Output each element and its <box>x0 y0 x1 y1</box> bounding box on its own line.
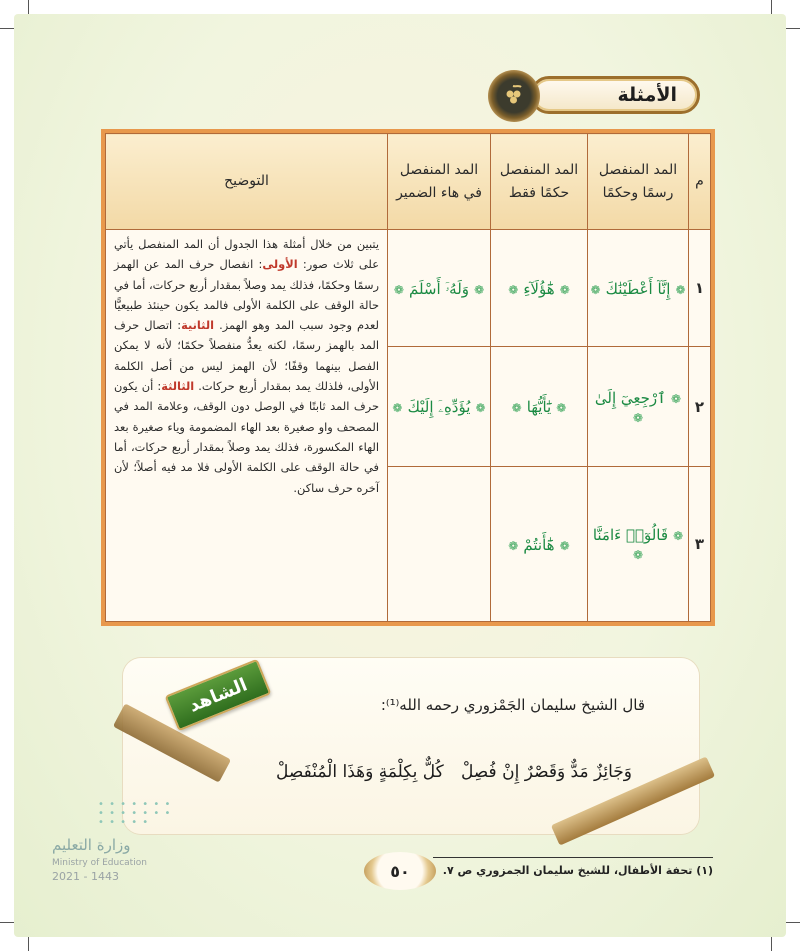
poem-first-hemistich: وَجَائِزٌ مَدٌّ وَقَصْرٌ إِنْ فُصِلْ <box>460 762 632 782</box>
header-col1: المد المنفصل رسمًا وحكمًا <box>588 134 689 230</box>
third-text: : أن يكون حرف المد ثابتًا في الوصل دون الوقف، وعلامة المد في المصحف واو صغيرة بعد الهاء المضمومة وياء صغيرة بعد الهاء المكسورة، فذلك يمد وصلاً بمقدار أربع حركات، أما في حالة الوقف على الكلمة الأولى فلا مد فيه أصلاً؛ لأن آخره حرف ساكن. <box>114 379 379 495</box>
example-cell <box>491 467 588 622</box>
first-text: : انفصال حرف المد عن الهمز رسمًا وحكمًا، فذلك يمد وصلاً بمقدار أربع حركات، أما في حالة الوقف على الكلمة الأولى فالمد يكون حينئذ طبيعيًّا لعدم وجود سبب المد وهو الهمز. <box>114 257 379 333</box>
crop-mark <box>0 922 14 923</box>
verse-text: يُؤَدِّهِۦٓ إِلَيْكَ <box>407 398 471 416</box>
verse-text: يَٰٓأَيُّهَا <box>526 398 552 416</box>
crop-mark <box>771 0 772 14</box>
explanation-cell <box>106 230 388 622</box>
ministry-watermark <box>52 800 192 890</box>
table-row <box>106 230 711 347</box>
second-term: الثانية <box>181 318 215 333</box>
verse-text: هَٰٓؤُلَآءِ <box>523 279 555 298</box>
ministry-year: 2021 - 1443 <box>52 870 119 883</box>
page-number-badge <box>364 852 436 890</box>
header-pill <box>530 76 700 114</box>
ministry-name-en: Ministry of Education <box>52 858 147 868</box>
footnote: (١) تحفة الأطفال، للشيخ سليمان الجمزوري ص ٧. <box>442 864 713 877</box>
ornament-icon: ❁ <box>508 538 519 553</box>
row-number: ٢ <box>689 347 711 467</box>
footnote-divider <box>433 857 713 858</box>
page-number: ٥٠ <box>390 861 410 881</box>
ornament-icon: ❁ <box>511 401 522 415</box>
third-term: الثالثة <box>161 379 195 394</box>
example-cell <box>588 230 689 347</box>
crop-mark <box>0 28 14 29</box>
verse-text: هَٰٓأَنتُمْ <box>523 535 555 554</box>
second-text: : اتصال حرف المد بالهمز رسمًا، لكنه يعدُّ منفصلاً حكمًا؛ لأنه لا يمكن الفصل بينهما وقفًا؛ لأن الهمز ليس من أصل الكلمة الأولى، فلذلك يمد بمقدار أربع حركات. <box>114 318 380 394</box>
example-cell <box>491 230 588 347</box>
example-cell-empty <box>388 467 491 622</box>
section-header <box>488 70 700 122</box>
ornament-icon: ❁ <box>474 282 485 297</box>
ornament-icon: ❁ <box>392 401 403 415</box>
section-title: الأمثلة <box>617 84 677 106</box>
verse-text: إِنَّآ أَعْطَيْنَٰكَ <box>605 279 671 298</box>
ornament-icon: ❁ <box>508 282 519 297</box>
ornament-icon: ❁ <box>559 282 570 297</box>
verse-text: ٱرْجِعِيٓ إِلَىٰ <box>594 388 666 407</box>
header-col3: المد المنفصل في هاء الضمير <box>388 134 491 230</box>
example-cell <box>491 347 588 467</box>
crop-mark <box>786 28 800 29</box>
ornament-icon: ❁ <box>556 401 567 415</box>
witness-intro: قال الشيخ سليمان الجَمْزوري رحمه الله⁽¹⁾: <box>380 696 645 714</box>
ornament-icon: ❁ <box>559 538 570 553</box>
header-col2: المد المنفصل حكمًا فقط <box>491 134 588 230</box>
example-cell <box>588 467 689 622</box>
ornament-icon: ❁ <box>632 548 644 562</box>
ornament-icon: ❁ <box>393 282 404 297</box>
row-number: ١ <box>689 230 711 347</box>
ornament-icon: ❁ <box>671 391 682 406</box>
crop-mark <box>28 937 29 951</box>
example-cell <box>388 230 491 347</box>
grape-emblem-icon <box>488 70 540 122</box>
poem-second-hemistich: كُلٌّ بِكِلْمَةٍ وَهَذَا الْمُنْفَصِلْ <box>276 762 444 782</box>
crop-mark <box>771 937 772 951</box>
row-number: ٣ <box>689 467 711 622</box>
ministry-logo-icon: • • • • • • • • • • • • • • • • • • • <box>98 799 172 828</box>
crop-mark <box>28 0 29 14</box>
verse-text: قَالُوٓا۟ ءَامَنَّا <box>592 526 669 544</box>
witness-badge-label: الشاهد <box>185 673 251 717</box>
explanation-intro: يتبين من خلال أمثلة هذا الجدول أن المد المنفصل يأتي على ثلاث صور: <box>114 237 379 272</box>
example-cell <box>588 347 689 467</box>
verse-text: وَلَهُۥٓ أَسْلَمَ <box>408 279 470 298</box>
ornament-icon: ❁ <box>675 282 686 297</box>
ministry-name-ar: وزارة التعليم <box>52 836 131 854</box>
ornament-icon: ❁ <box>590 282 601 297</box>
first-term: الأولى <box>262 257 298 272</box>
header-num: م <box>689 134 711 230</box>
ornament-icon: ❁ <box>632 410 644 425</box>
ornament-icon: ❁ <box>673 529 684 543</box>
example-cell <box>388 347 491 467</box>
ornament-icon: ❁ <box>475 401 486 415</box>
examples-table <box>101 129 715 626</box>
crop-mark <box>786 922 800 923</box>
header-col4: التوضيح <box>106 134 388 230</box>
